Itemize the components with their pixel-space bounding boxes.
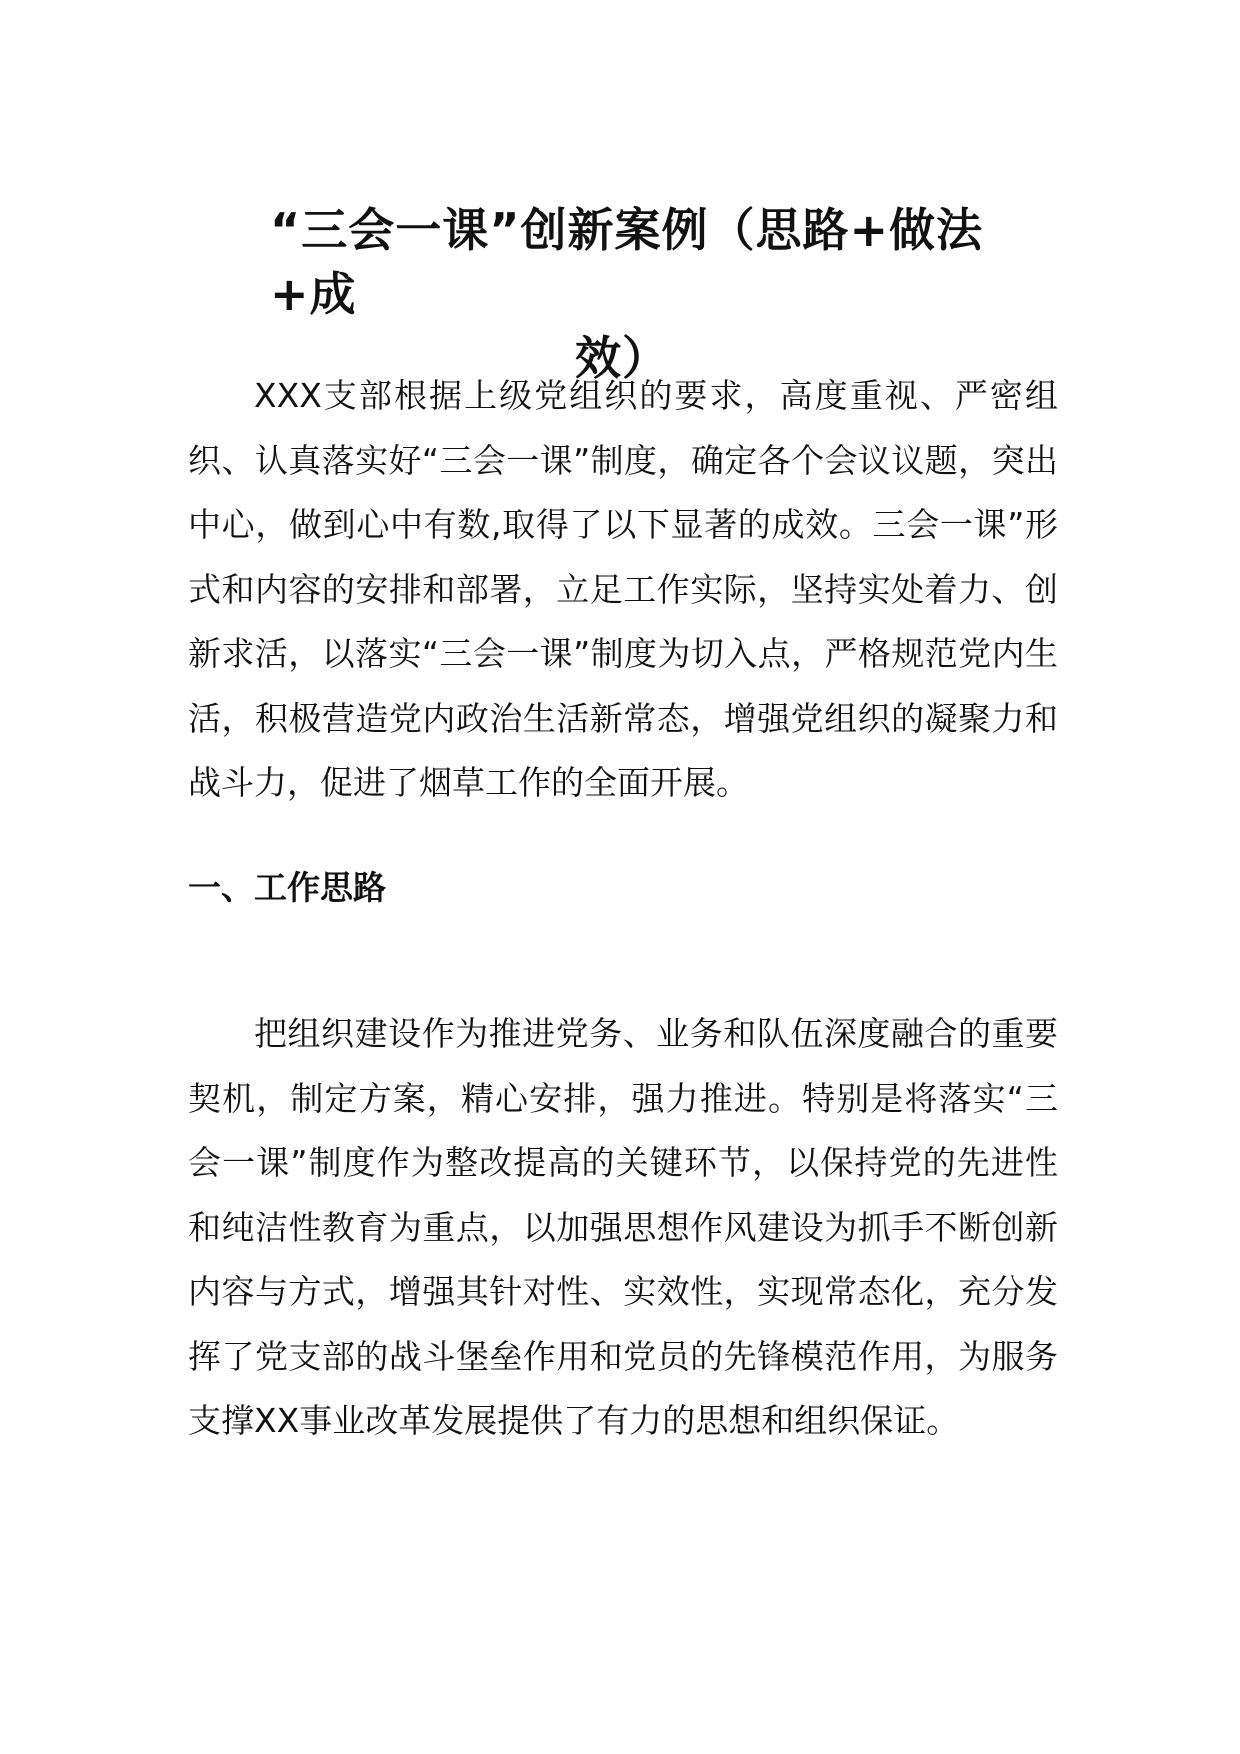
document-title xyxy=(270,198,1060,390)
intro-paragraph: XXX支部根据上级党组织的要求，高度重视、严密组织、认真落实好“三会一课”制度，确定各个会议议题，突出中心，做到心中有数,取得了以下显著的成效。三会一课”形式和内容的安排和部署，立足工作实际，坚持实处着力、创新求活，以落实“三会一课”制度为切入点，严格规范党内生活，积极营造党内政治生活新常态，增强党组织的凝聚力和战斗力，促进了烟草工作的全面开展。 xyxy=(188,376,1058,802)
section-paragraph-work-approach: 把组织建设作为推进党务、业务和队伍深度融合的重要契机，制定方案，精心安排，强力推进。特别是将落实“三会一课”制度作为整改提高的关键环节，以保持党的先进性和纯洁性教育为重点，以加强思想作风建设为抓手不断创新内容与方式，增强其针对性、实效性，实现常态化，充分发挥了党支部的战斗堡垒作用和党员的先锋模范作用，为服务支撑XX事业改革发展提供了有力的思想和组织保证。 xyxy=(188,1014,1058,1440)
title-line-2: 效） xyxy=(575,331,669,385)
section-heading-work-approach: 一、工作思路 xyxy=(188,868,386,907)
title-line-1: “三会一课”创新案例（思路+做法+成 xyxy=(270,203,984,321)
